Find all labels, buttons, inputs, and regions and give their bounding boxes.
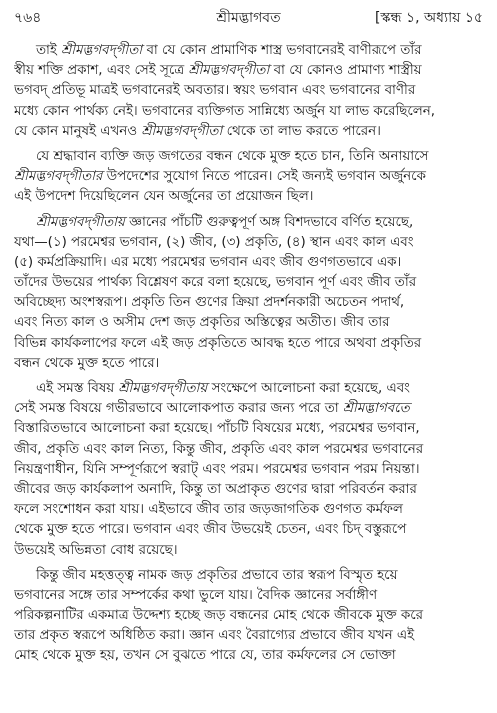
text-line: [14, 61, 483, 81]
text-line: [14, 460, 483, 480]
text-segment: বা যে কোন প্রামাণিক শাস্ত্র ভগবানেরই বাণীরূপে তাঁর: [142, 43, 422, 58]
text-line: [14, 187, 483, 207]
text-line: [14, 233, 483, 253]
text-line: [14, 293, 483, 313]
italic-title-segment: শ্রীমদ্ভগবদ্‌গীতা: [61, 43, 143, 58]
text-segment: যথা—(১) পরমেশ্বর ভগবান, (২) জীব, (৩) প্রকৃতি, (৪) স্থান এবং কাল এবং: [14, 234, 414, 250]
text-segment: যে কোন মানুষই এখনও: [14, 123, 142, 139]
text-segment: তাই: [36, 43, 62, 58]
text-segment: জ্ঞানের পাঁচটি গুরুত্বপূর্ণ অঙ্গ বিশদভাবে বর্ণিত হয়েছে,: [124, 214, 414, 230]
text-segment: সংক্ষেপে আলোচনা করা হয়েছে, এবং: [207, 381, 410, 396]
paragraph: [14, 213, 483, 375]
paragraph: [14, 379, 483, 561]
text-segment: পরিকল্পনাটির একমাত্র উদ্দেশ্য হচ্ছে জড় বন্ধনের মোহ থেকে জীবকে মুক্ত করে: [14, 608, 424, 624]
text-segment: তার প্রকৃত স্বরূপে অধিষ্ঠিত করা। জ্ঞান এবং বৈরাগ্যের প্রভাবে জীব যখন এই: [14, 628, 415, 644]
text-segment: উপদেশের সুযোগ নিতে পারেন। সেই জন্যই ভগবান অর্জুনকে: [102, 169, 426, 185]
text-line: [14, 167, 483, 187]
text-segment: জীবের জড় কার্যকলাপ অনাদি, কিন্তু তা অপ্রাকৃত গুণের দ্বারা পরিবর্তন করার: [14, 481, 417, 497]
text-segment: নিয়ন্ত্রণাধীন, যিনি সম্পূর্ণরূপে স্বরাট্‌ এবং পরম। পরমেশ্বর ভগবান পরম নিয়ন্তা।: [14, 461, 420, 477]
text-segment: সেই সমস্ত বিষয়ে গভীরভাবে আলোকপাত করার জন্য পরে তা: [14, 401, 343, 417]
text-line: [14, 566, 483, 586]
page-number: ৭৬৪: [14, 10, 42, 26]
text-segment: এই উপদেশ দিয়েছিলেন যেন অর্জুনের তা প্রয়োজন ছিল।: [14, 189, 314, 205]
text-segment: ফলে সংশোধন করা যায়। এইভাবে জীব তার জড়জাগতিক গুণগত কর্মফল: [14, 502, 403, 518]
italic-title-segment: শ্রীমদ্ভগবদ্‌গীতা: [188, 63, 270, 79]
text-segment: উভয়েই অভিন্নতা বোধ রয়েছে।: [14, 542, 178, 558]
text-line: [14, 213, 483, 233]
text-line: [14, 102, 483, 122]
paragraph: [14, 566, 483, 667]
text-segment: বিভিন্ন কার্যকলাপের ফলে এই জড় প্রকৃতিতে আবদ্ধ হতে পারে অথবা প্রকৃতির: [14, 335, 422, 351]
text-segment: এবং নিত্য কাল ও অসীম দেশ জড় প্রকৃতির অস্তিত্বের অতীত। জীব তার: [14, 315, 390, 331]
text-segment: (৫) কর্মপ্রক্রিয়াদি। এর মধ্যে পরমেশ্বর ভগবান এবং জীব গুণগতভাবে এক।: [14, 254, 402, 270]
text-line: [14, 646, 483, 666]
text-segment: বিস্তারিতভাবে আলোচনা করা হয়েছে। পাঁচটি বিষয়ের মধ্যে, পরমেশ্বর ভগবান,: [14, 421, 420, 437]
text-segment: জীব, প্রকৃতি এবং কাল নিত্য, কিন্তু জীব, প্রকৃতি এবং কাল পরমেশ্বর ভগবানের: [14, 441, 424, 457]
text-segment: মোহ থেকে মুক্ত হয়, তখন সে বুঝতে পারে যে, তার কর্মফলের সে ভোক্তা: [14, 648, 396, 664]
text-line: [14, 520, 483, 540]
text-line: [14, 122, 483, 142]
text-segment: যে শ্রদ্ধাবান ব্যক্তি জড় জগতের বন্ধন থেকে মুক্ত হতে চান, তিনি অনায়াসে: [36, 148, 429, 164]
italic-title-segment: শ্রীমদ্ভগবদ্‌গীতায়: [36, 214, 125, 230]
text-segment: এই সমস্ত বিষয়: [36, 381, 119, 396]
text-line: [14, 500, 483, 520]
body-text: [14, 41, 483, 667]
text-line: [14, 273, 483, 293]
text-segment: ভগবদ্‌ প্রতিভূ মাত্রই ভগবানেরই অবতার। স্বয়ং ভগবান এবং ভগবানের বাণীর: [14, 83, 416, 99]
text-line: [14, 606, 483, 626]
text-line: [14, 354, 483, 374]
text-line: [14, 81, 483, 101]
text-line: [14, 440, 483, 460]
text-line: [14, 626, 483, 646]
text-line: [14, 313, 483, 333]
text-line: [14, 379, 483, 399]
book-title: শ্রীমদ্ভাগবত: [216, 10, 281, 26]
chapter-reference: [স্কন্ধ ১, অধ্যায় ১৫: [374, 10, 483, 26]
text-segment: কিন্তু জীব মহত্তত্ত্ব নামক জড় প্রকৃতির প্রভাবে তার স্বরূপ বিস্মৃত হয়ে: [36, 567, 398, 583]
text-segment: তাঁদের উভয়ের পার্থক্য বিশ্লেষণ করে বলা হয়েছে, ভগবান পূর্ণ এবং জীব তাঁর: [14, 275, 417, 291]
text-line: [14, 147, 483, 167]
text-line: [14, 586, 483, 606]
text-line: [14, 480, 483, 500]
italic-title-segment: শ্রীমদ্ভগবদ্‌গীতায়: [118, 381, 208, 396]
text-segment: মধ্যে কোন পার্থক্য নেই। ভগবানের ব্যক্তিগত সান্নিধ্যে অর্জুন যা লাভ করেছিলেন,: [14, 103, 435, 119]
text-segment: স্বীয় শক্তি প্রকাশ, এবং সেই সূত্রে: [14, 63, 189, 79]
text-line: [14, 541, 483, 561]
text-line: [14, 253, 483, 273]
text-segment: থেকে তা লাভ করতে পারেন।: [222, 123, 381, 139]
text-segment: বন্ধন থেকে মুক্ত হতে পারে।: [14, 355, 160, 371]
text-segment: থেকে মুক্ত হতে পারে। ভগবান এবং জীব উভয়েই চেতন, এবং চিদ্‌ বস্তুরূপে: [14, 522, 407, 538]
italic-title-segment: শ্রীমদ্ভাগবতে: [342, 401, 410, 417]
paragraph: [14, 147, 483, 208]
running-header: [14, 6, 483, 30]
text-line: [14, 399, 483, 419]
text-segment: বা যে কোনও প্রামাণ্য শাস্ত্রীয়: [269, 63, 422, 79]
paragraph: [14, 41, 483, 142]
text-line: [14, 419, 483, 439]
text-segment: অবিচ্ছেদ্য অংশস্বরূপ। প্রকৃতি তিন গুণের ক্রিয়া প্রদর্শনকারী অচেতন পদার্থ,: [14, 295, 405, 311]
text-segment: ভগবানের সঙ্গে তার সম্পর্কের কথা ভুলে যায়। বৈদিক জ্ঞানের সর্বাঙ্গীণ: [14, 587, 378, 603]
italic-title-segment: শ্রীমদ্ভগবদ্‌গীতার: [14, 169, 103, 185]
text-line: [14, 334, 483, 354]
text-line: [14, 41, 483, 61]
italic-title-segment: শ্রীমদ্ভগবদ্‌গীতা: [141, 123, 223, 139]
